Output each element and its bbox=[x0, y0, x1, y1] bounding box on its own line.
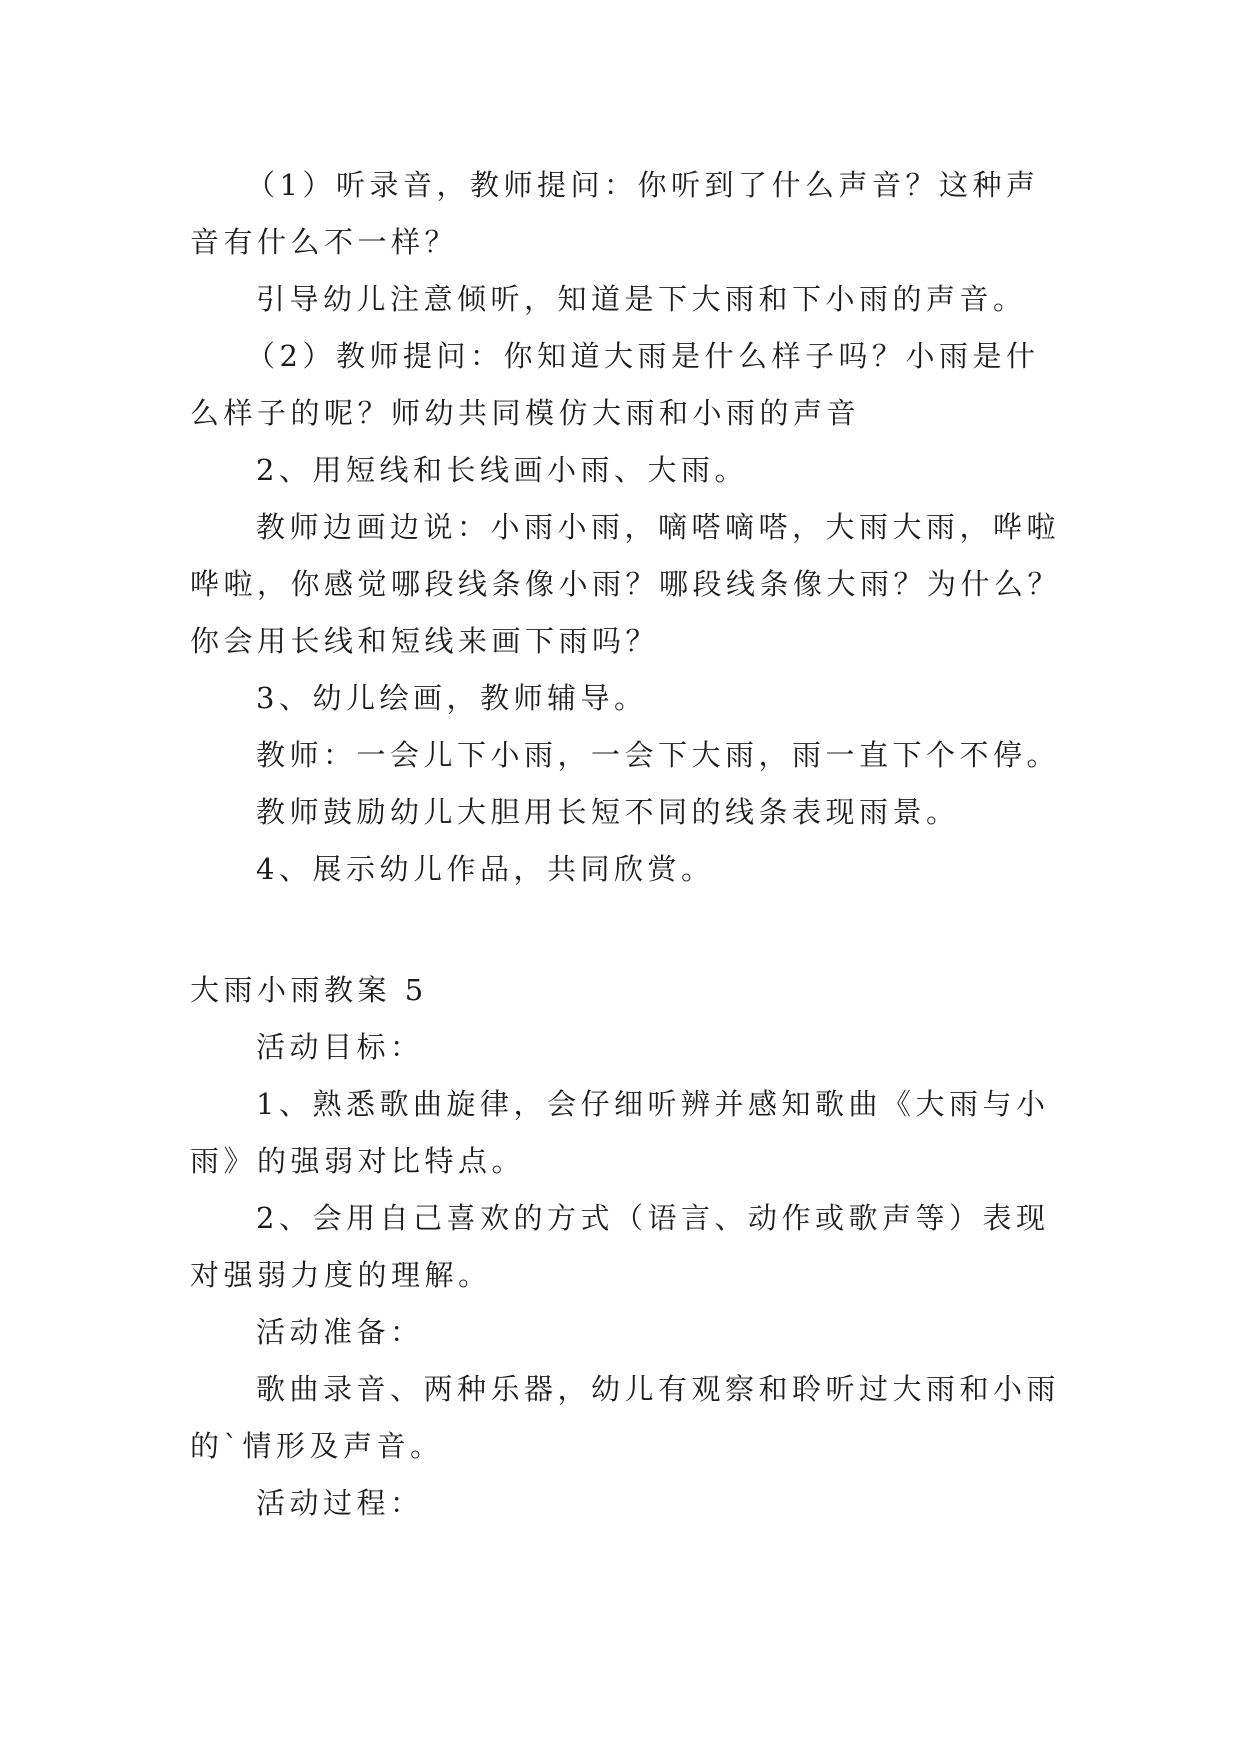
paragraph-line: 歌曲录音、两种乐器，幼儿有观察和聆听过大雨和小雨 bbox=[256, 1372, 1061, 1406]
paragraph-line: 活动过程： bbox=[256, 1486, 424, 1520]
paragraph-line: （2）教师提问：你知道大雨是什么样子吗？小雨是什 bbox=[246, 339, 1040, 373]
paragraph-line: 哗啦，你感觉哪段线条像小雨？哪段线条像大雨？为什么？ bbox=[190, 567, 1062, 601]
paragraph-line: 么样子的呢？师幼共同模仿大雨和小雨的声音 bbox=[190, 396, 861, 430]
paragraph-line: 活动准备： bbox=[256, 1315, 424, 1349]
paragraph-line: 教师鼓励幼儿大胆用长短不同的线条表现雨景。 bbox=[256, 795, 960, 829]
section-heading: 大雨小雨教案 5 bbox=[190, 973, 428, 1007]
paragraph-line: 对强弱力度的理解。 bbox=[190, 1258, 492, 1292]
paragraph-line: 2、用短线和长线画小雨、大雨。 bbox=[256, 453, 748, 487]
paragraph-line: 4、展示幼儿作品，共同欣赏。 bbox=[256, 852, 715, 886]
paragraph-line: 活动目标： bbox=[256, 1030, 424, 1064]
paragraph-line: 2、会用自己喜欢的方式（语言、动作或歌声等）表现 bbox=[256, 1201, 1050, 1235]
paragraph-line: 的`情形及声音。 bbox=[190, 1429, 444, 1463]
paragraph-line: 雨》的强弱对比特点。 bbox=[190, 1144, 526, 1178]
paragraph-line: 1、熟悉歌曲旋律，会仔细听辨并感知歌曲《大雨与小 bbox=[256, 1087, 1050, 1121]
paragraph-line: 教师边画边说：小雨小雨，嘀嗒嘀嗒，大雨大雨，哗啦 bbox=[256, 510, 1061, 544]
paragraph-line: 你会用长线和短线来画下雨吗？ bbox=[190, 624, 660, 658]
paragraph-line: 引导幼儿注意倾听，知道是下大雨和下小雨的声音。 bbox=[256, 282, 1027, 316]
paragraph-line: 音有什么不一样？ bbox=[190, 225, 459, 259]
paragraph-line: 3、幼儿绘画，教师辅导。 bbox=[256, 681, 648, 715]
paragraph-line: 教师：一会儿下小雨，一会下大雨，雨一直下个不停。 bbox=[256, 738, 1061, 772]
paragraph-line: （1）听录音，教师提问：你听到了什么声音？这种声 bbox=[246, 168, 1040, 202]
